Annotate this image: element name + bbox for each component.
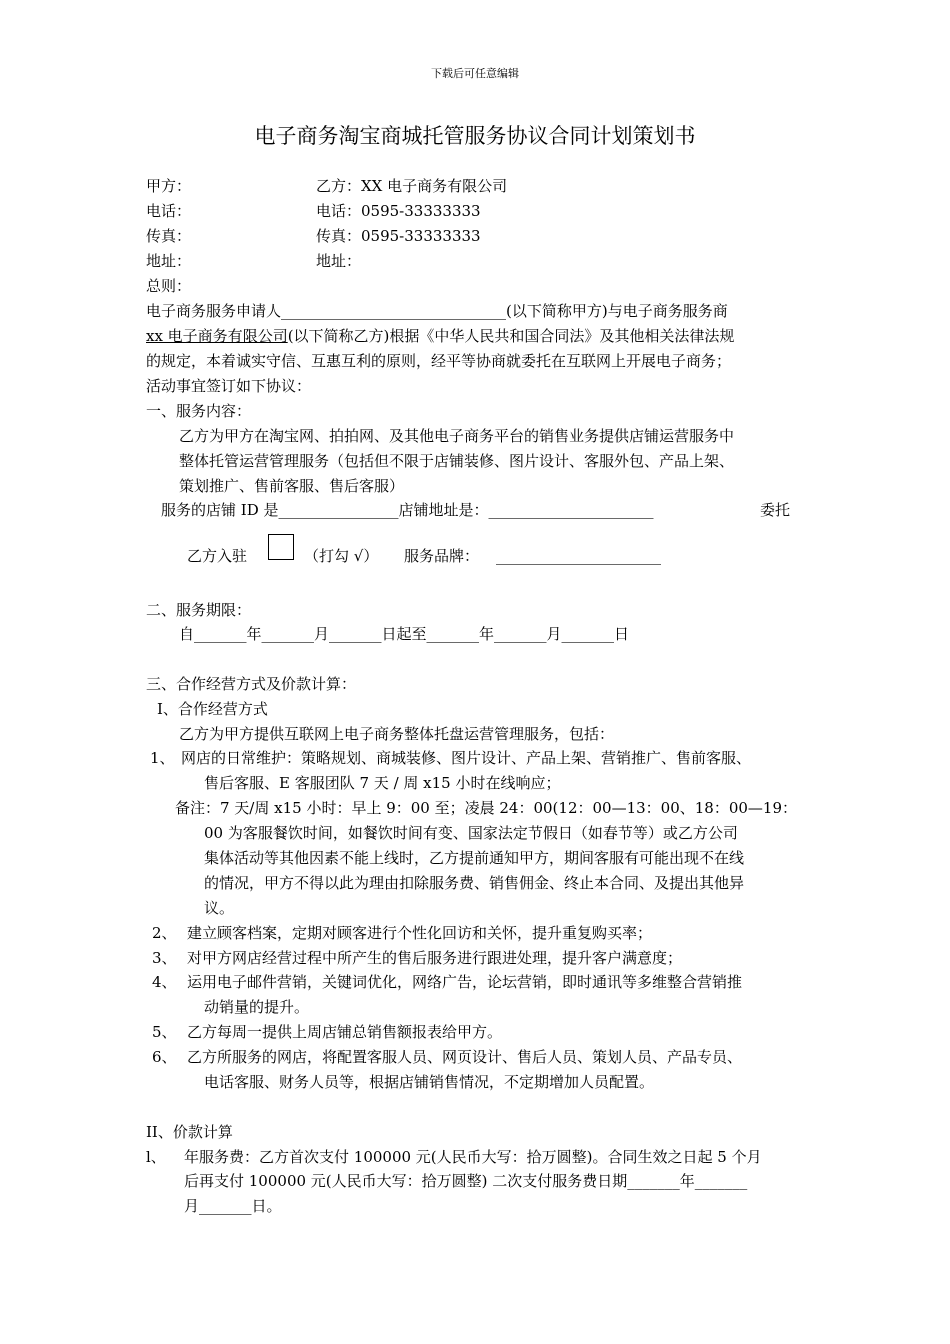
fax-a-label: 传真： [146,227,192,245]
item-1-line-2: 售后客服、E 客服团队 7 天 / 周 x15 小时在线响应； [204,774,561,792]
section3-heading: 三、合作经营方式及价款计算： [146,675,357,693]
address-a-label: 地址： [146,252,192,270]
join-checkbox[interactable] [268,534,294,560]
item-6-line-1: 乙方所服务的网店，将配置客服人员、网页设计、售后人员、策划人员、产品专员、 [187,1048,743,1066]
fax-b: 传真：0595-33333333 [316,227,481,245]
join-label: 乙方入驻 [187,547,248,565]
item-2-text: 建立顾客档案，定期对顾客进行个性化回访和关怀，提升重复购买率； [187,924,653,942]
item-4-line-2: 动销量的提升。 [204,998,310,1016]
section1-heading: 一、服务内容： [146,402,252,420]
item-6-line-2: 电话客服、财务人员等，根据店铺销售情况，不定期增加人员配置。 [204,1073,655,1091]
item-1-number: 1、 [150,749,175,767]
service-period: 自_______年_______月_______日起至_______年_______月_______日 [179,625,630,643]
item-4-line-1: 运用电子邮件营销，关键词优化，网络广告，论坛营销，即时通讯等多维整合营销推 [187,973,743,991]
fee-line-3: 月_______日。 [184,1197,282,1215]
note-line-1: 备注：7 天/周 x15 小时：早上 9：00 至；凌晨 24：00(12：00—13：00、18：00—19： [175,799,798,817]
general-heading: 总则： [146,277,192,295]
entrust-label: 委托 [760,501,791,519]
note-line-5: 议。 [204,899,235,917]
subsection-1-heading: I、合作经营方式 [157,700,268,718]
brand-blank: ______________________ [496,547,661,565]
section2-heading: 二、服务期限： [146,601,252,619]
fee-line-1: 年服务费：乙方首次支付 100000 元(人民币大写：拾万圆整)。合同生效之日起 5 个月 [184,1148,762,1166]
item-5-number: 5、 [152,1023,177,1041]
item-2-number: 2、 [152,924,177,942]
note-line-3: 集体活动等其他因素不能上线时，乙方提前通知甲方，期间客服有可能出现不在线 [204,849,745,867]
section1-line-2: 整体托管运营管理服务（包括但不限于店铺装修、图片设计、客服外包、产品上架、 [179,452,735,470]
page-title: 电子商务淘宝商城托管服务协议合同计划策划书 [254,124,696,148]
address-b-label: 地址： [316,252,362,270]
company-name: xx 电子商务有限公司 [146,327,288,345]
header-note: 下载后可任意编辑 [431,67,519,80]
phone-b: 电话：0595-33333333 [316,202,481,220]
general-line-3: 的规定，本着诚实守信、互惠互利的原则，经平等协商就委托在互联网上开展电子商务； [146,352,732,370]
phone-a-label: 电话： [146,202,192,220]
tick-note: （打勾 √） [304,547,379,565]
item-3-text: 对甲方网店经营过程中所产生的售后服务进行跟进处理，提升客户满意度； [187,949,683,967]
item-6-number: 6、 [152,1048,177,1066]
general-line-2-rest: (以下简称乙方)根据《中华人民共和国合同法》及其他相关法律法规 [287,327,735,345]
brand-label: 服务品牌： [404,547,480,565]
subsection-2-heading: II、价款计算 [146,1123,233,1141]
party-a-label: 甲方： [146,177,192,195]
section1-line-1: 乙方为甲方在淘宝网、拍拍网、及其他电子商务平台的销售业务提供店铺运营服务中 [179,427,735,445]
note-line-4: 的情况，甲方不得以此为理由扣除服务费、销售佣金、终止本合同、及提出其他异 [204,874,745,892]
item-4-number: 4、 [152,973,177,991]
general-line-1: 电子商务服务申请人______________________________(以下简称甲方)与电子商务服务商 [146,302,728,320]
fee-line-2: 后再支付 100000 元(人民币大写：拾万圆整) 二次支付服务费日期_______年_______ [184,1172,748,1190]
item-3-number: 3、 [152,949,177,967]
section3-intro: 乙方为甲方提供互联网上电子商务整体托盘运营管理服务，包括： [179,725,615,743]
party-b-name: 乙方：XX 电子商务有限公司 [316,177,508,195]
general-line-4: 活动事宜签订如下协议： [146,377,312,395]
store-id-line: 服务的店铺 ID 是________________店铺地址是：______________________ [161,501,654,519]
fee-number: l、 [146,1148,166,1166]
item-1-line-1: 网店的日常维护：策略规划、商城装修、图片设计、产品上架、营销推广、售前客服、 [181,749,752,767]
section1-line-3: 策划推广、售前客服、售后客服） [179,477,405,495]
item-5-text: 乙方每周一提供上周店铺总销售额报表给甲方。 [187,1023,503,1041]
note-line-2: 00 为客服餐饮时间，如餐饮时间有变、国家法定节假日（如春节等）或乙方公司 [204,824,738,842]
general-line-2 [146,329,734,344]
